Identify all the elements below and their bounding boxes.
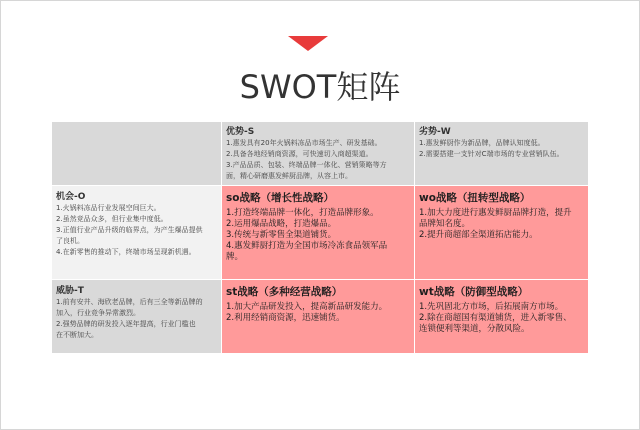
wo-strategy-title: wo战略（扭转型战略） [419, 192, 531, 204]
threats-header-cell [52, 280, 222, 354]
strength-item: 1.惠发具有20年火锅料冻品市场生产、研发基础。 [226, 139, 382, 147]
strength-item: 面，精心研磨惠发鲜厨品牌，从容上市。 [226, 172, 352, 180]
strength-item: 2.具备各地经销商资源，可快速切入商超渠道。 [226, 150, 373, 158]
wo-strategy-cell [415, 186, 589, 280]
strength-item: 3.产品品质、包装、终端品牌一体化、营销策略等方 [226, 161, 387, 169]
wt-strategy-item: 连锁便利等渠道，分散风险。 [419, 324, 530, 334]
opportunities-heading: 机会-O [56, 192, 86, 202]
weaknesses-header-cell [415, 122, 589, 186]
weakness-item: 2.需要搭建一支针对C端市场的专业营销队伍。 [419, 150, 564, 158]
swot-matrix [52, 122, 589, 354]
slide-title: SWOT矩阵 [239, 68, 401, 106]
st-strategy-item: 2.利用经销商资源，迅速铺货。 [226, 313, 345, 323]
wt-strategy-title: wt战略（防御型战略） [419, 286, 529, 298]
st-strategy-item: 1.加大产品研发投入，提高新品研发能力。 [226, 302, 388, 312]
wo-strategy-item: 品牌知名度。 [419, 219, 471, 229]
so-strategy-cell [222, 186, 415, 280]
weaknesses-heading: 劣势-W [419, 127, 451, 137]
so-strategy-item: 4.惠发鲜厨打造为全国市场冷冻食品领军品 [226, 241, 388, 251]
opportunity-item: 1.火锅料冻品行业发展空间巨大。 [56, 204, 161, 212]
matrix-corner-cell [52, 122, 222, 186]
wt-strategy-item: 1.先巩固北方市场，后拓展南方市场。 [419, 302, 564, 312]
weakness-item: 1.惠发鲜厨作为新品牌，品牌认知度低。 [419, 139, 545, 147]
so-strategy-title: so战略（增长性战略） [226, 192, 334, 204]
so-strategy-item: 3.传统与新零售全渠道铺货。 [226, 230, 337, 240]
down-arrow-decoration [288, 36, 328, 51]
threat-item: 1.前有安井、海欣老品牌，后有三全等新品牌的 [56, 298, 203, 306]
wo-strategy-item: 1.加大力度进行惠发鲜厨品牌打造，提升 [419, 208, 572, 218]
opportunities-header-cell [52, 186, 222, 280]
st-strategy-title: st战略（多种经营战略） [226, 286, 343, 298]
st-strategy-cell [222, 280, 415, 354]
wt-strategy-cell [415, 280, 589, 354]
so-strategy-item: 2.运用爆品战略，打造爆品。 [226, 219, 337, 229]
so-strategy-item: 1.打造终端品牌一体化，打造品牌形象。 [226, 208, 379, 218]
threat-item: 2.强势品牌的研发投入逐年提高，行业门槛也 [56, 320, 196, 328]
wt-strategy-item: 2.除在商超国有渠道铺货，进入新零售、 [419, 313, 572, 323]
threats-heading: 威胁-T [56, 286, 84, 296]
opportunity-item: 了良机。 [56, 237, 84, 245]
threat-item: 在不断加大。 [56, 331, 98, 339]
opportunity-item: 2.虽然竞品众多，但行业集中度低。 [56, 215, 168, 223]
wo-strategy-item: 2.提升商超部全渠道拓店能力。 [419, 230, 538, 240]
so-strategy-item: 牌。 [226, 252, 244, 262]
threat-item: 加入，行业竞争异常激烈。 [56, 309, 140, 317]
strengths-heading: 优势-S [226, 127, 255, 137]
opportunity-item: 4.在新零售的推动下，终端市场呈现新机遇。 [56, 248, 196, 256]
opportunity-item: 3.正值行业产品升级的临界点，为产生爆品提供 [56, 226, 203, 234]
strengths-header-cell [222, 122, 415, 186]
